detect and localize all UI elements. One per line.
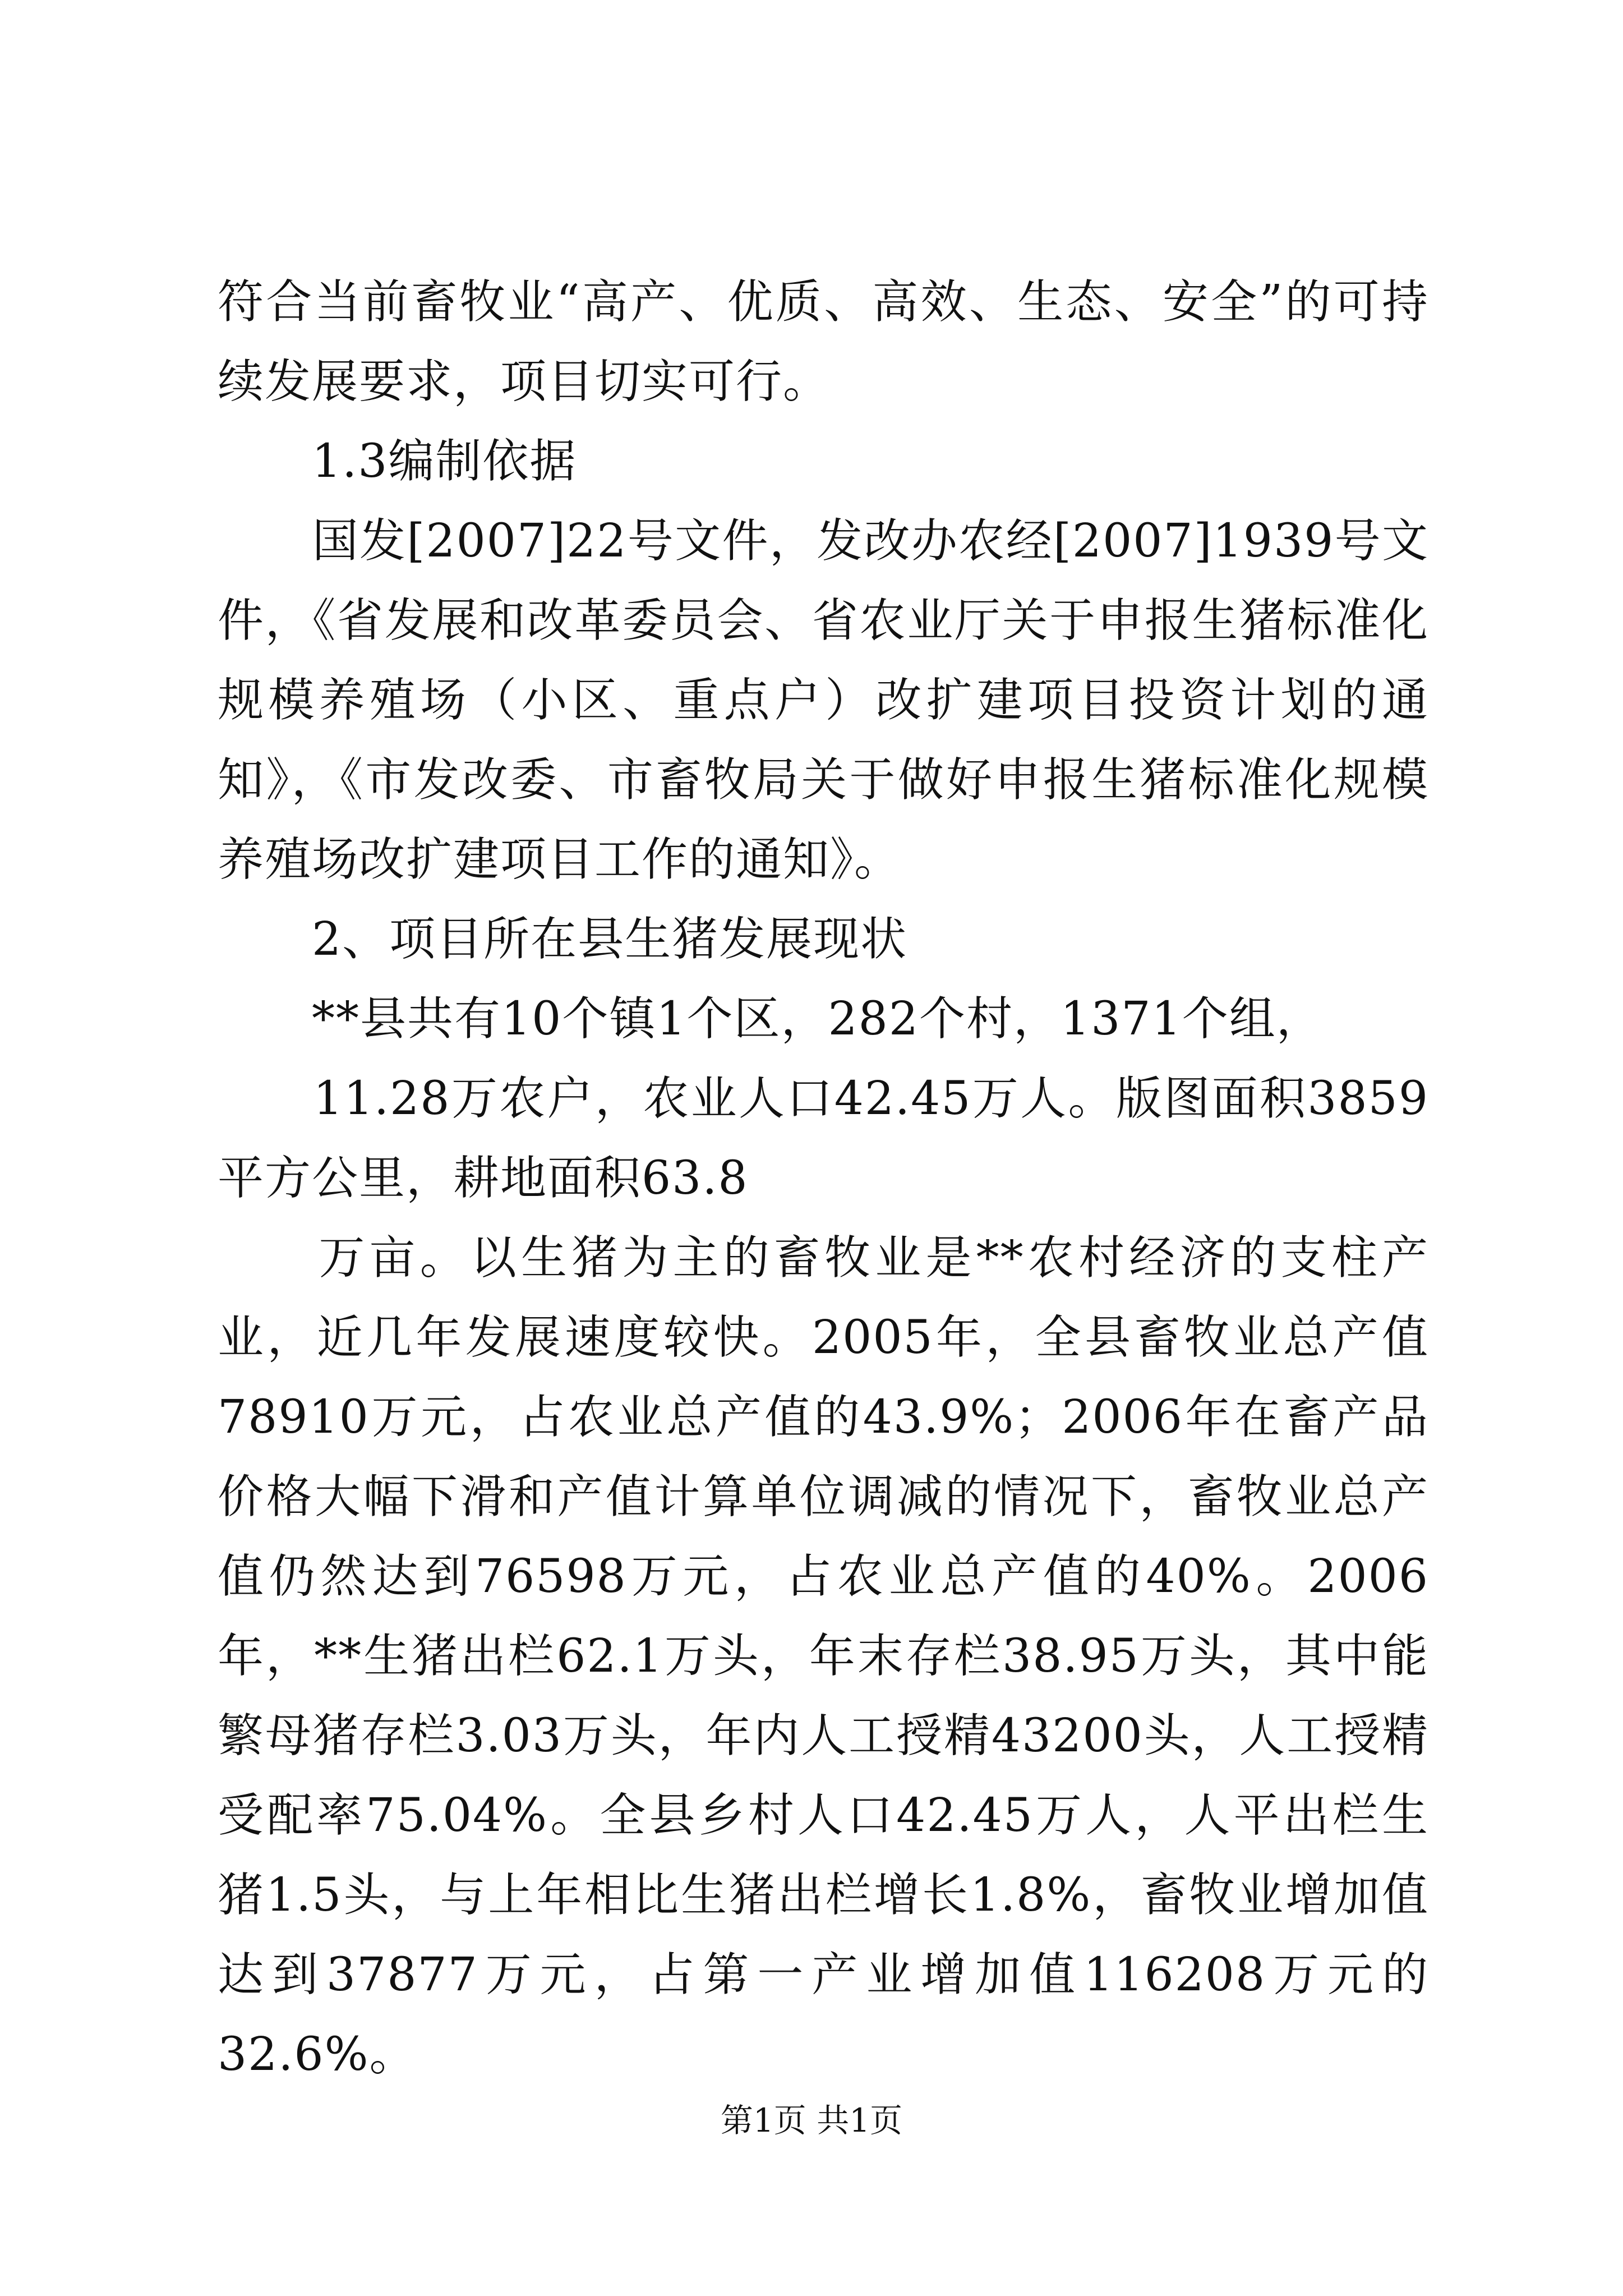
paragraph-population: 11.28万农户，农业人口42.45万人。版图面积3859平方公里，耕地面积63.8 xyxy=(218,1072,1429,1205)
document-body xyxy=(218,263,1429,2095)
heading-status: 2、项目所在县生猪发展现状 xyxy=(218,913,908,966)
paragraph-county-overview: **县共有10个镇1个区，282个村，1371个组， xyxy=(218,992,1324,1046)
paragraph-livestock: 万亩。以生猪为主的畜牧业是**农村经济的支柱产业，近几年发展速度较快。2005年，全县畜牧业总产值78910万元，占农业总产值的43.9%；2006年在畜产品价格大幅下滑和产值计算单位调减的情况下，畜牧业总产值仍然达到76598万元，占农业总产值的40%。2006年，**生猪出栏62.1万头，年末存栏38.95万头，其中能繁母猪存栏3.03万头，年内人工授精43200头，人工授精受配率75.04%。全县乡村人口42.45万人，人平出栏生猪1.5头，与上年相比生猪出栏增长1.8%，畜牧业增加值达到37877万元，占第一产业增加值116208万元的32.6%。 xyxy=(218,1231,1429,2081)
paragraph-requirements: 符合当前畜牧业“高产、优质、高效、生态、安全”的可持续发展要求，项目切实可行。 xyxy=(218,275,1429,408)
paragraph-basis: 国发[2007]22号文件，发改办农经[2007]1939号文件，《省发展和改革委员会、省农业厅关于申报生猪标准化规模养殖场（小区、重点户）改扩建项目投资计划的通知》，《市发改委、市畜牧局关于做好申报生猪标准化规模养殖场改扩建项目工作的通知》。 xyxy=(218,514,1429,886)
heading-basis: 1.3编制依据 xyxy=(218,435,577,488)
page-footer: 第1页 共1页 xyxy=(720,2101,903,2139)
